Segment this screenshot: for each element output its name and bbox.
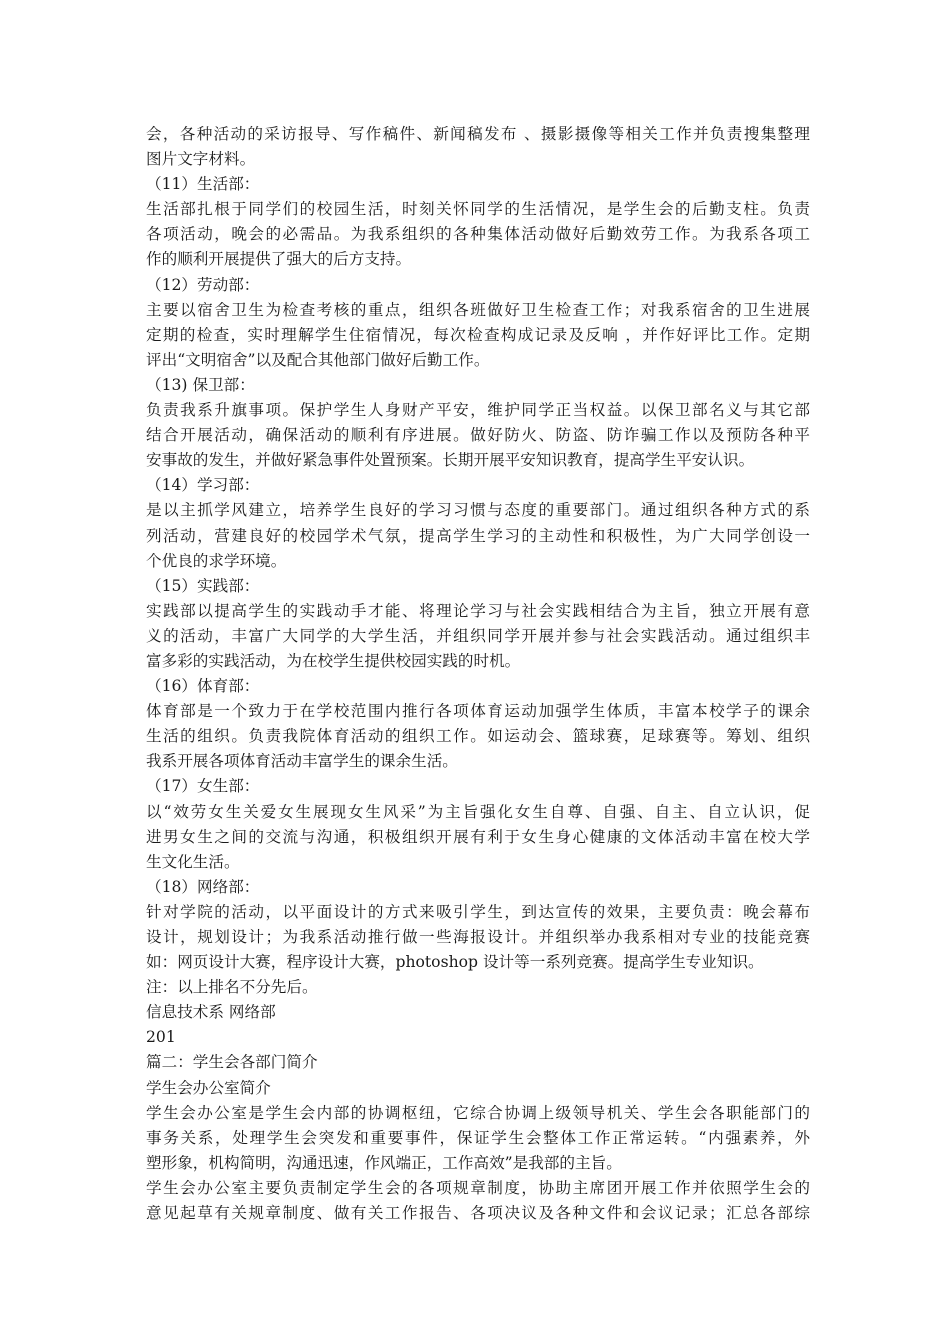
- text-line: 实践部以提高学生的实践动手才能、将理论学习与社会实践相结合为主旨，独立开展有意: [146, 601, 810, 620]
- text-line: 是以主抓学风建立，培养学生良好的学习习惯与态度的重要部门。通过组织各种方式的系: [146, 501, 810, 520]
- text-line: 塑形象，机构简明，沟通迅速，作风端正，工作高效”是我部的主旨。: [146, 1153, 622, 1172]
- text-line: 义的活动，丰富广大同学的大学生活，并组织同学开展并参与社会实践活动。通过组织丰: [146, 626, 810, 645]
- text-line: 事务关系，处理学生会突发和重要事件，保证学生会整体工作正常运转。“内强素养，外: [146, 1128, 810, 1147]
- section-heading: （15）实践部：: [146, 576, 260, 595]
- text-line: 注：以上排名不分先后。: [146, 978, 318, 997]
- text-line: 学生会办公室简介: [146, 1078, 271, 1097]
- text-line: 进男女生之间的交流与沟通，积极组织开展有利于女生身心健康的文体活动丰富在校大学: [146, 827, 810, 846]
- text-line: 以“效劳女生关爱女生展现女生风采”为主旨强化女生自尊、自强、自主、自立认识，促: [146, 802, 810, 821]
- text-line: 各项活动，晚会的必需品。为我系组织的各种集体活动做好后勤效劳工作。为我系各项工: [146, 225, 810, 244]
- document-page: [146, 122, 810, 1226]
- text-line: 201: [146, 1028, 176, 1047]
- text-line: 体育部是一个致力于在学校范围内推行各项体育运动加强学生体质，丰富本校学子的课余: [146, 702, 810, 721]
- text-line: 生活部扎根于同学们的校园生活，时刻关怀同学的生活情况，是学生会的后勤支柱。负责: [146, 200, 810, 219]
- text-line: 信息技术系 网络部: [146, 1003, 276, 1022]
- section-heading: （17）女生部：: [146, 777, 260, 796]
- text-line: 生活的组织。负责我院体育活动的组织工作。如运动会、篮球赛，足球赛等。筹划、组织: [146, 727, 810, 746]
- text-line: 我系开展各项体育活动丰富学生的课余生活。: [146, 752, 458, 771]
- text-line: 定期的检查，实时理解学生住宿情况，每次检查构成记录及反响 ，并作好评比工作。定期: [146, 325, 810, 344]
- text-line: 生文化生活。: [146, 852, 240, 871]
- text-line: 安事故的发生，并做好紧急事件处置预案。长期开展平安知识教育，提高学生平安认识。: [146, 451, 755, 470]
- section-heading: （11）生活部：: [146, 175, 260, 194]
- text-line: 学生会办公室是学生会内部的协调枢纽，它综合协调上级领导机关、学生会各职能部门的: [146, 1103, 810, 1122]
- text-line: 图片文字材料。: [146, 150, 256, 169]
- text-line: 富多彩的实践活动，为在校学生提供校园实践的时机。: [146, 651, 521, 670]
- text-line: 列活动，营建良好的校园学术气氛，提高学生学习的主动性和积极性，为广大同学创设一: [146, 526, 810, 545]
- text-line: 评出“文明宿舍”以及配合其他部门做好后勤工作。: [146, 350, 490, 369]
- text-line: 设计，规划设计；为我系活动推行做一些海报设计。并组织举办我系相对专业的技能竞赛: [146, 928, 810, 946]
- text-line: 个优良的求学环境。: [146, 551, 287, 570]
- text-line: 作的顺利开展提供了强大的后方支持。: [146, 250, 412, 269]
- section-heading: （16）体育部：: [146, 677, 260, 696]
- section-heading: （18）网络部：: [146, 877, 260, 896]
- text-line: 篇二：学生会各部门简介: [146, 1053, 318, 1072]
- section-heading: （14）学习部：: [146, 476, 260, 495]
- section-heading: （12）劳动部：: [146, 275, 260, 294]
- text-line: 主要以宿舍卫生为检查考核的重点，组织各班做好卫生检查工作；对我系宿舍的卫生进展: [146, 300, 810, 319]
- text-line: 学生会办公室主要负责制定学生会的各项规章制度，协助主席团开展工作并依照学生会的: [146, 1178, 810, 1197]
- text-line: 结合开展活动，确保活动的顺利有序进展。做好防火、防盗、防诈骗工作以及预防各种平: [146, 426, 810, 445]
- text-line: 意见起草有关规章制度、做有关工作报告、各项决议及各种文件和会议记录；汇总各部综: [146, 1204, 810, 1223]
- text-line: 会，各种活动的采访报导、写作稿件、新闻稿发布 、摄影摄像等相关工作并负责搜集整理: [146, 125, 810, 143]
- section-heading: （13) 保卫部：: [146, 375, 255, 394]
- text-line: 负责我系升旗事项。保护学生人身财产平安，维护同学正当权益。以保卫部名义与其它部: [146, 401, 810, 420]
- text-line: 针对学院的活动，以平面设计的方式来吸引学生，到达宣传的效果，主要负责：晚会幕布: [146, 902, 810, 921]
- text-line: 如：网页设计大赛，程序设计大赛，photoshop 设计等一系列竞赛。提高学生专业知识。: [146, 953, 764, 972]
